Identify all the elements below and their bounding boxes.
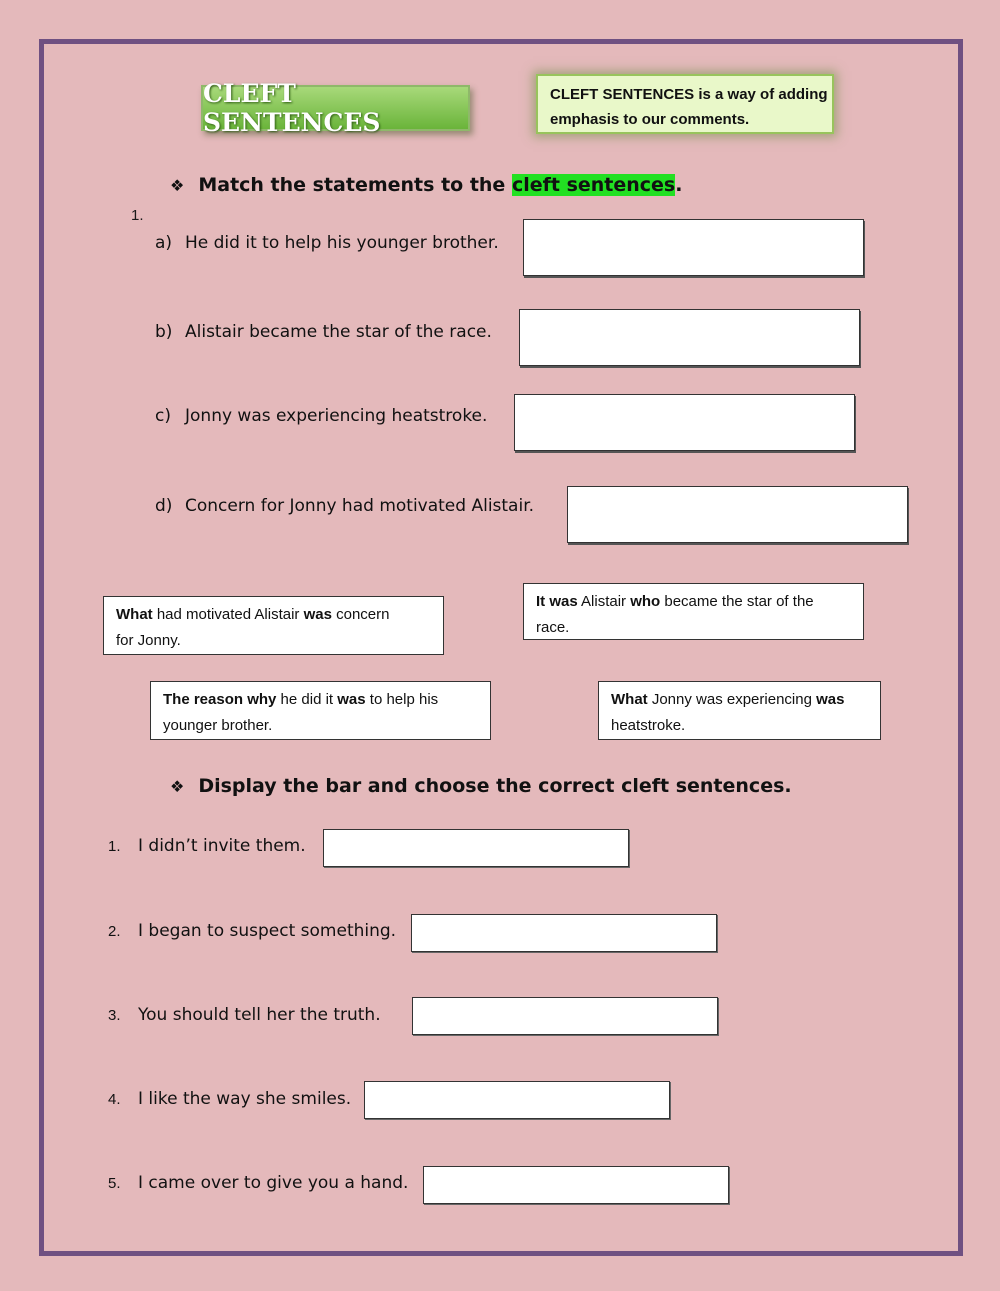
statement-label: c) — [155, 406, 171, 426]
statement-label: a) — [155, 233, 173, 253]
heading-text: Match the statements to the — [198, 174, 512, 196]
card-bold-1: What — [116, 606, 153, 623]
question-number: 1. — [108, 838, 121, 855]
highlighted-term: cleft sentences — [511, 174, 676, 196]
card-bold-1: What — [611, 691, 648, 708]
statement-text: Alistair became the star of the race. — [185, 322, 492, 342]
question-number: 5. — [108, 1175, 121, 1192]
diamond-bullet-icon: ❖ — [170, 176, 185, 195]
definition-box — [536, 74, 834, 134]
exercise-number: 1. — [131, 207, 144, 224]
statement-d — [155, 496, 534, 516]
card-text-2: concern — [331, 606, 390, 623]
card-bold-2: who — [630, 593, 661, 610]
question-number: 2. — [108, 923, 121, 940]
statement-label: b) — [155, 322, 173, 342]
answer-card[interactable] — [598, 681, 881, 740]
statement-c — [155, 406, 487, 426]
statement-text: Jonny was experiencing heatstroke. — [185, 406, 488, 426]
answer-dropdown-3[interactable] — [412, 997, 718, 1035]
card-text-3: heatstroke. — [611, 717, 686, 734]
definition-line-1: CLEFT SENTENCES is a way of adding — [550, 86, 828, 103]
statement-b — [155, 322, 492, 342]
card-text-3: race. — [536, 619, 570, 636]
card-text-1: Alistair — [577, 593, 631, 610]
drop-box-a[interactable] — [523, 219, 864, 276]
question-3 — [108, 1005, 381, 1025]
heading-text: Display the bar and choose the correct cleft sentences. — [198, 775, 792, 797]
question-2 — [108, 921, 396, 941]
question-text: I didn’t invite them. — [138, 836, 306, 856]
drop-box-b[interactable] — [519, 309, 860, 366]
section2-heading — [170, 775, 792, 797]
worksheet-title: CLEFT SENTENCES — [201, 85, 470, 131]
question-number: 3. — [108, 1007, 121, 1024]
statement-text: He did it to help his younger brother. — [185, 233, 499, 253]
card-text-3: for Jonny. — [116, 632, 181, 649]
answer-dropdown-5[interactable] — [423, 1166, 729, 1204]
card-text-2: to help his — [365, 691, 439, 708]
answer-dropdown-1[interactable] — [323, 829, 629, 867]
card-text-3: younger brother. — [163, 717, 273, 734]
answer-card[interactable] — [523, 583, 864, 640]
definition-line-2: emphasis to our comments. — [550, 111, 750, 128]
card-bold-2: was — [337, 691, 366, 708]
statement-a — [155, 233, 499, 253]
question-5 — [108, 1173, 408, 1193]
statement-text: Concern for Jonny had motivated Alistair. — [185, 496, 535, 516]
card-bold-2: was — [816, 691, 845, 708]
card-bold-1: It was — [536, 593, 578, 610]
card-text-1: Jonny was experiencing — [647, 691, 817, 708]
section1-heading — [170, 174, 682, 196]
answer-dropdown-2[interactable] — [411, 914, 717, 952]
card-text-1: had motivated Alistair — [152, 606, 304, 623]
question-text: You should tell her the truth. — [138, 1005, 381, 1025]
question-number: 4. — [108, 1091, 121, 1108]
answer-card[interactable] — [103, 596, 444, 655]
card-bold-1: The reason why — [163, 691, 277, 708]
card-text-2: became the star of the — [660, 593, 814, 610]
answer-card[interactable] — [150, 681, 491, 740]
question-text: I came over to give you a hand. — [138, 1173, 409, 1193]
question-4 — [108, 1089, 351, 1109]
answer-dropdown-4[interactable] — [364, 1081, 670, 1119]
card-text-1: he did it — [276, 691, 338, 708]
heading-period: . — [675, 174, 683, 196]
drop-box-d[interactable] — [567, 486, 908, 543]
statement-label: d) — [155, 496, 173, 516]
question-text: I began to suspect something. — [138, 921, 397, 941]
question-1 — [108, 836, 306, 856]
drop-box-c[interactable] — [514, 394, 855, 451]
diamond-bullet-icon: ❖ — [170, 777, 185, 796]
question-text: I like the way she smiles. — [138, 1089, 352, 1109]
card-bold-2: was — [303, 606, 332, 623]
